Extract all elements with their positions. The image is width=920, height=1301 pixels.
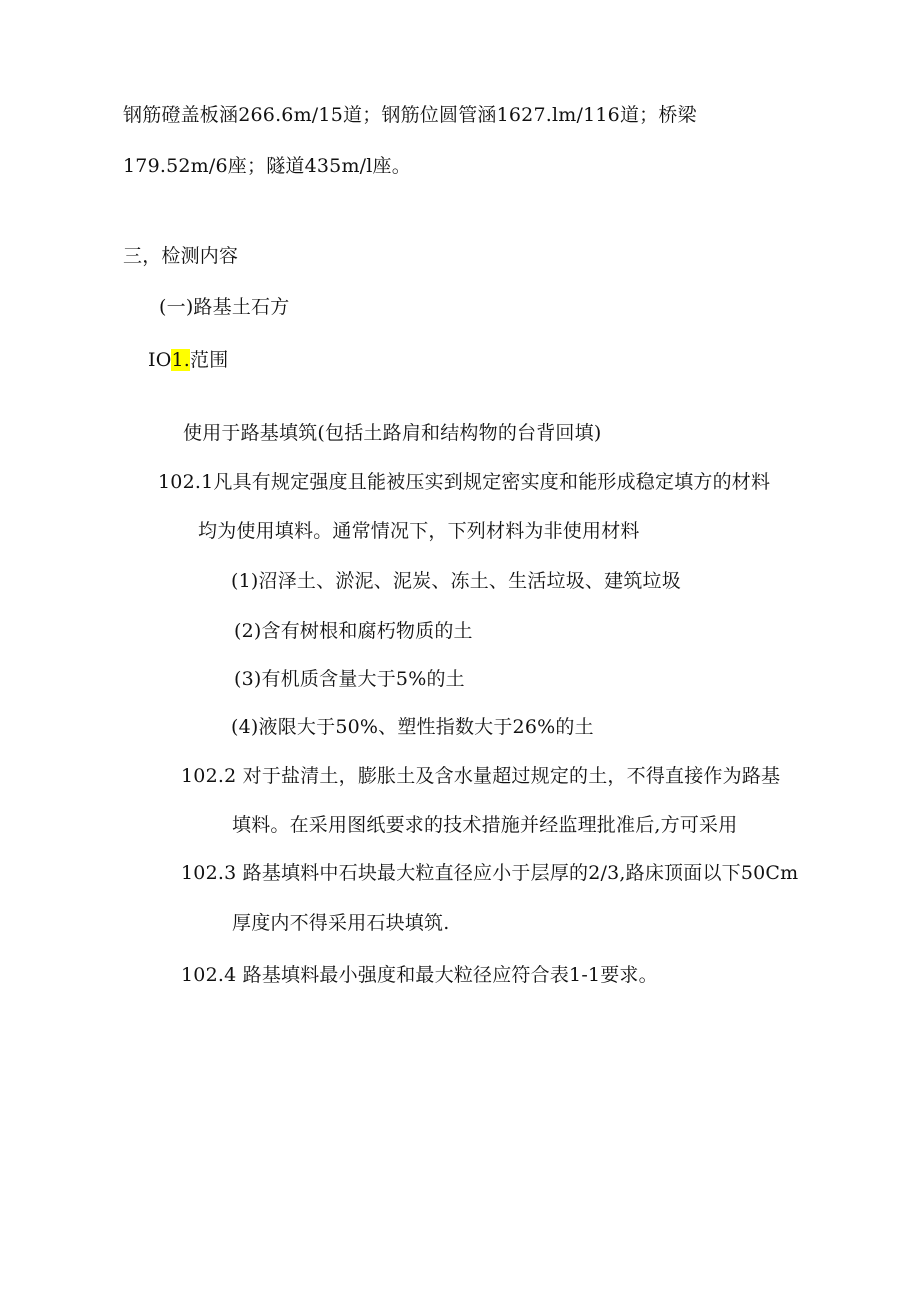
intro-line-2: 179.52m/6座；隧道435m/l座。	[123, 155, 411, 177]
item-102-1-line-1: 102.1凡具有规定强度且能被压实到规定密实度和能形成稳定填方的材料	[158, 471, 771, 493]
item-101-heading	[148, 348, 228, 372]
item-102-2-line-1: 102.2 对于盐清土，膨胀土及含水量超过规定的土，不得直接作为路基	[181, 765, 781, 787]
list-item: (2)含有树根和腐朽物质的土	[234, 620, 473, 642]
section-heading: 三，检测内容	[123, 245, 239, 267]
subsection-heading: (一)路基土石方	[159, 296, 290, 318]
item-102-3-line-2: 厚度内不得采用石块填筑.	[232, 912, 450, 934]
list-item: (4)液限大于50%、塑性指数大于26%的土	[231, 716, 594, 738]
item-102-4-line-1: 102.4 路基填料最小强度和最大粒径应符合表1-1要求。	[181, 964, 658, 986]
item-101-number-highlight: 1.	[171, 349, 191, 371]
item-101-content: 使用于路基填筑(包括土路肩和结构物的台背回填)	[183, 422, 602, 444]
item-101-prefix: IO	[148, 349, 172, 371]
item-102-2-line-2: 填料。在采用图纸要求的技术措施并经监理批准后,方可采用	[232, 814, 738, 836]
intro-line-1: 钢筋磴盖板涵266.6m/15道；钢筋位圆管涵1627.lm/116道；桥梁	[123, 104, 697, 126]
item-102-1-line-2: 均为使用填料。通常情况下，下列材料为非使用材料	[198, 520, 640, 542]
list-item: (1)沼泽土、淤泥、泥炭、冻土、生活垃圾、建筑垃圾	[231, 570, 681, 592]
item-102-3-line-1: 102.3 路基填料中石块最大粒直径应小于层厚的2/3,路床顶面以下50Cm	[181, 862, 799, 884]
item-101-title: 范围	[190, 349, 229, 371]
list-item: (3)有机质含量大于5%的土	[234, 668, 465, 690]
